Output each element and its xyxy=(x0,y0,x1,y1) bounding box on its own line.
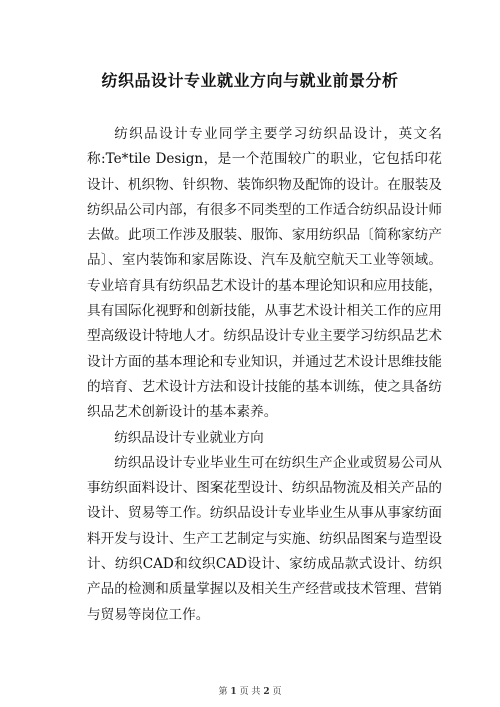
footer-current-page: 1 xyxy=(230,687,237,697)
footer-total-pages: 2 xyxy=(263,687,270,697)
paragraph-career-direction: 纺织品设计专业毕业生可在纺织生产企业或贸易公司从事纺织面料设计、图案花型设计、纺织品物流及相关产品的设计、贸易等工作。纺织品设计专业毕业生从事从事家纺面料开发与设计、生产工艺制定与实施、纺织品图案与造型设计、纺织CAD和纹织CAD设计、家纺成品款式设计、纺织产品的检测和质量掌握以及相关生产经营或技术管理、营销与贸易等岗位工作。 xyxy=(87,454,442,623)
page-title: 纺织品设计专业就业方向与就业前景分析 xyxy=(101,71,399,90)
document-body xyxy=(87,122,442,628)
section-heading-career-direction: 纺织品设计专业就业方向 xyxy=(114,429,264,446)
page-footer xyxy=(0,684,500,697)
paragraph-intro: 纺织品设计专业同学主要学习纺织品设计，英文名称:Te*tile Design，是一个范围较广的职业，它包括印花设计、机织物、针织物、装饰织物及配饰的设计。在服装及纺织品公司内部，有很多不同类型的工作适合纺织品设计师去做。此项工作涉及服装、服饰、家用纺织品〔简称家纺产品〕、室内装饰和家居陈设、汽车及航空航天工业等领域。专业培育具有纺织品艺术设计的基本理论知识和应用技能，具有国际化视野和创新技能，从事艺术设计相关工作的应用型高级设计特地人才。纺织品设计专业主要学习纺织品艺术设计方面的基本理论和专业知识，并通过艺术设计思维技能的培育、艺术设计方法和设计技能的基本训练，使之具备纺织品艺术创新设计的基本素养。 xyxy=(87,126,442,421)
footer-prefix: 第 xyxy=(218,687,228,697)
footer-middle: 页 共 xyxy=(239,687,261,697)
footer-suffix: 页 xyxy=(272,687,282,697)
